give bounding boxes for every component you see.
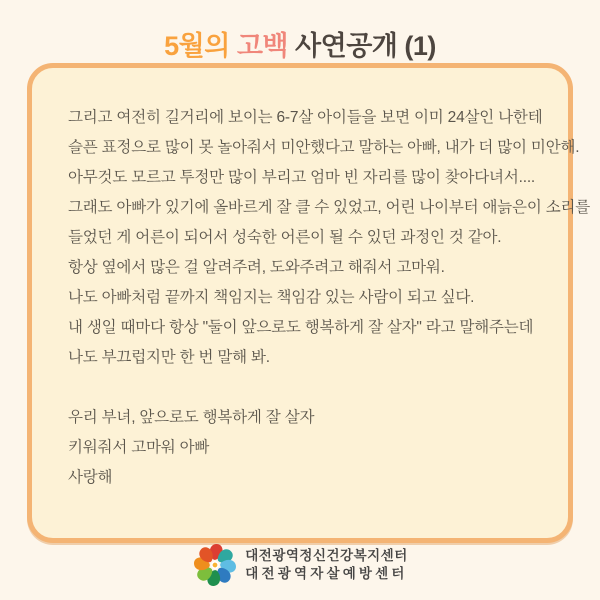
letter-line: 나도 아빠처럼 끝까지 책임지는 책임감 있는 사람이 되고 싶다. <box>68 289 475 306</box>
pinwheel-flower-icon <box>192 542 238 588</box>
letter-line: 사랑해 <box>68 469 113 486</box>
letter-line: 슬픈 표정으로 많이 못 놀아줘서 미안했다고 말하는 아빠, 내가 더 많이 미안해. <box>68 139 580 156</box>
org-name <box>245 547 408 583</box>
letter-paragraph-1 <box>68 103 591 373</box>
letter-line: 아무것도 모르고 투정만 많이 부리고 엄마 빈 자리를 많이 찾아다녀서.... <box>68 169 536 186</box>
title-month: 5월의 <box>164 31 230 61</box>
letter-paragraph-2 <box>68 403 534 493</box>
letter-line: 나도 부끄럽지만 한 번 말해 봐. <box>68 349 270 366</box>
org-name-line2: 대전광역자살예방센터 <box>245 566 408 581</box>
title-confession: 고백 <box>236 31 289 61</box>
letter-line: 그리고 여전히 길거리에 보이는 6-7살 아이들을 보면 이미 24살인 나한테 <box>68 109 543 126</box>
letter-card <box>27 63 591 543</box>
title-story-number: 사연공개 (1) <box>295 31 436 61</box>
letter-line: 우리 부녀, 앞으로도 행복하게 잘 살자 <box>68 409 315 426</box>
letter-line: 키워줘서 고마워 아빠 <box>68 439 210 456</box>
page-title <box>0 24 600 63</box>
letter-line: 그래도 아빠가 있기에 올바르게 잘 클 수 있었고, 어린 나이부터 애늙은이 소리를 <box>68 199 591 216</box>
letter-line: 내 생일 때마다 항상 "둘이 앞으로도 행복하게 잘 살자" 라고 말해주는데 <box>68 319 534 336</box>
letter-line: 항상 옆에서 많은 걸 알려주려, 도와주려고 해줘서 고마워. <box>68 259 445 276</box>
org-name-line1: 대전광역정신건강복지센터 <box>245 548 408 563</box>
letter-line: 들었던 게 어른이 되어서 성숙한 어른이 될 수 있던 과정인 것 같아. <box>68 229 502 246</box>
org-logo <box>0 542 600 588</box>
